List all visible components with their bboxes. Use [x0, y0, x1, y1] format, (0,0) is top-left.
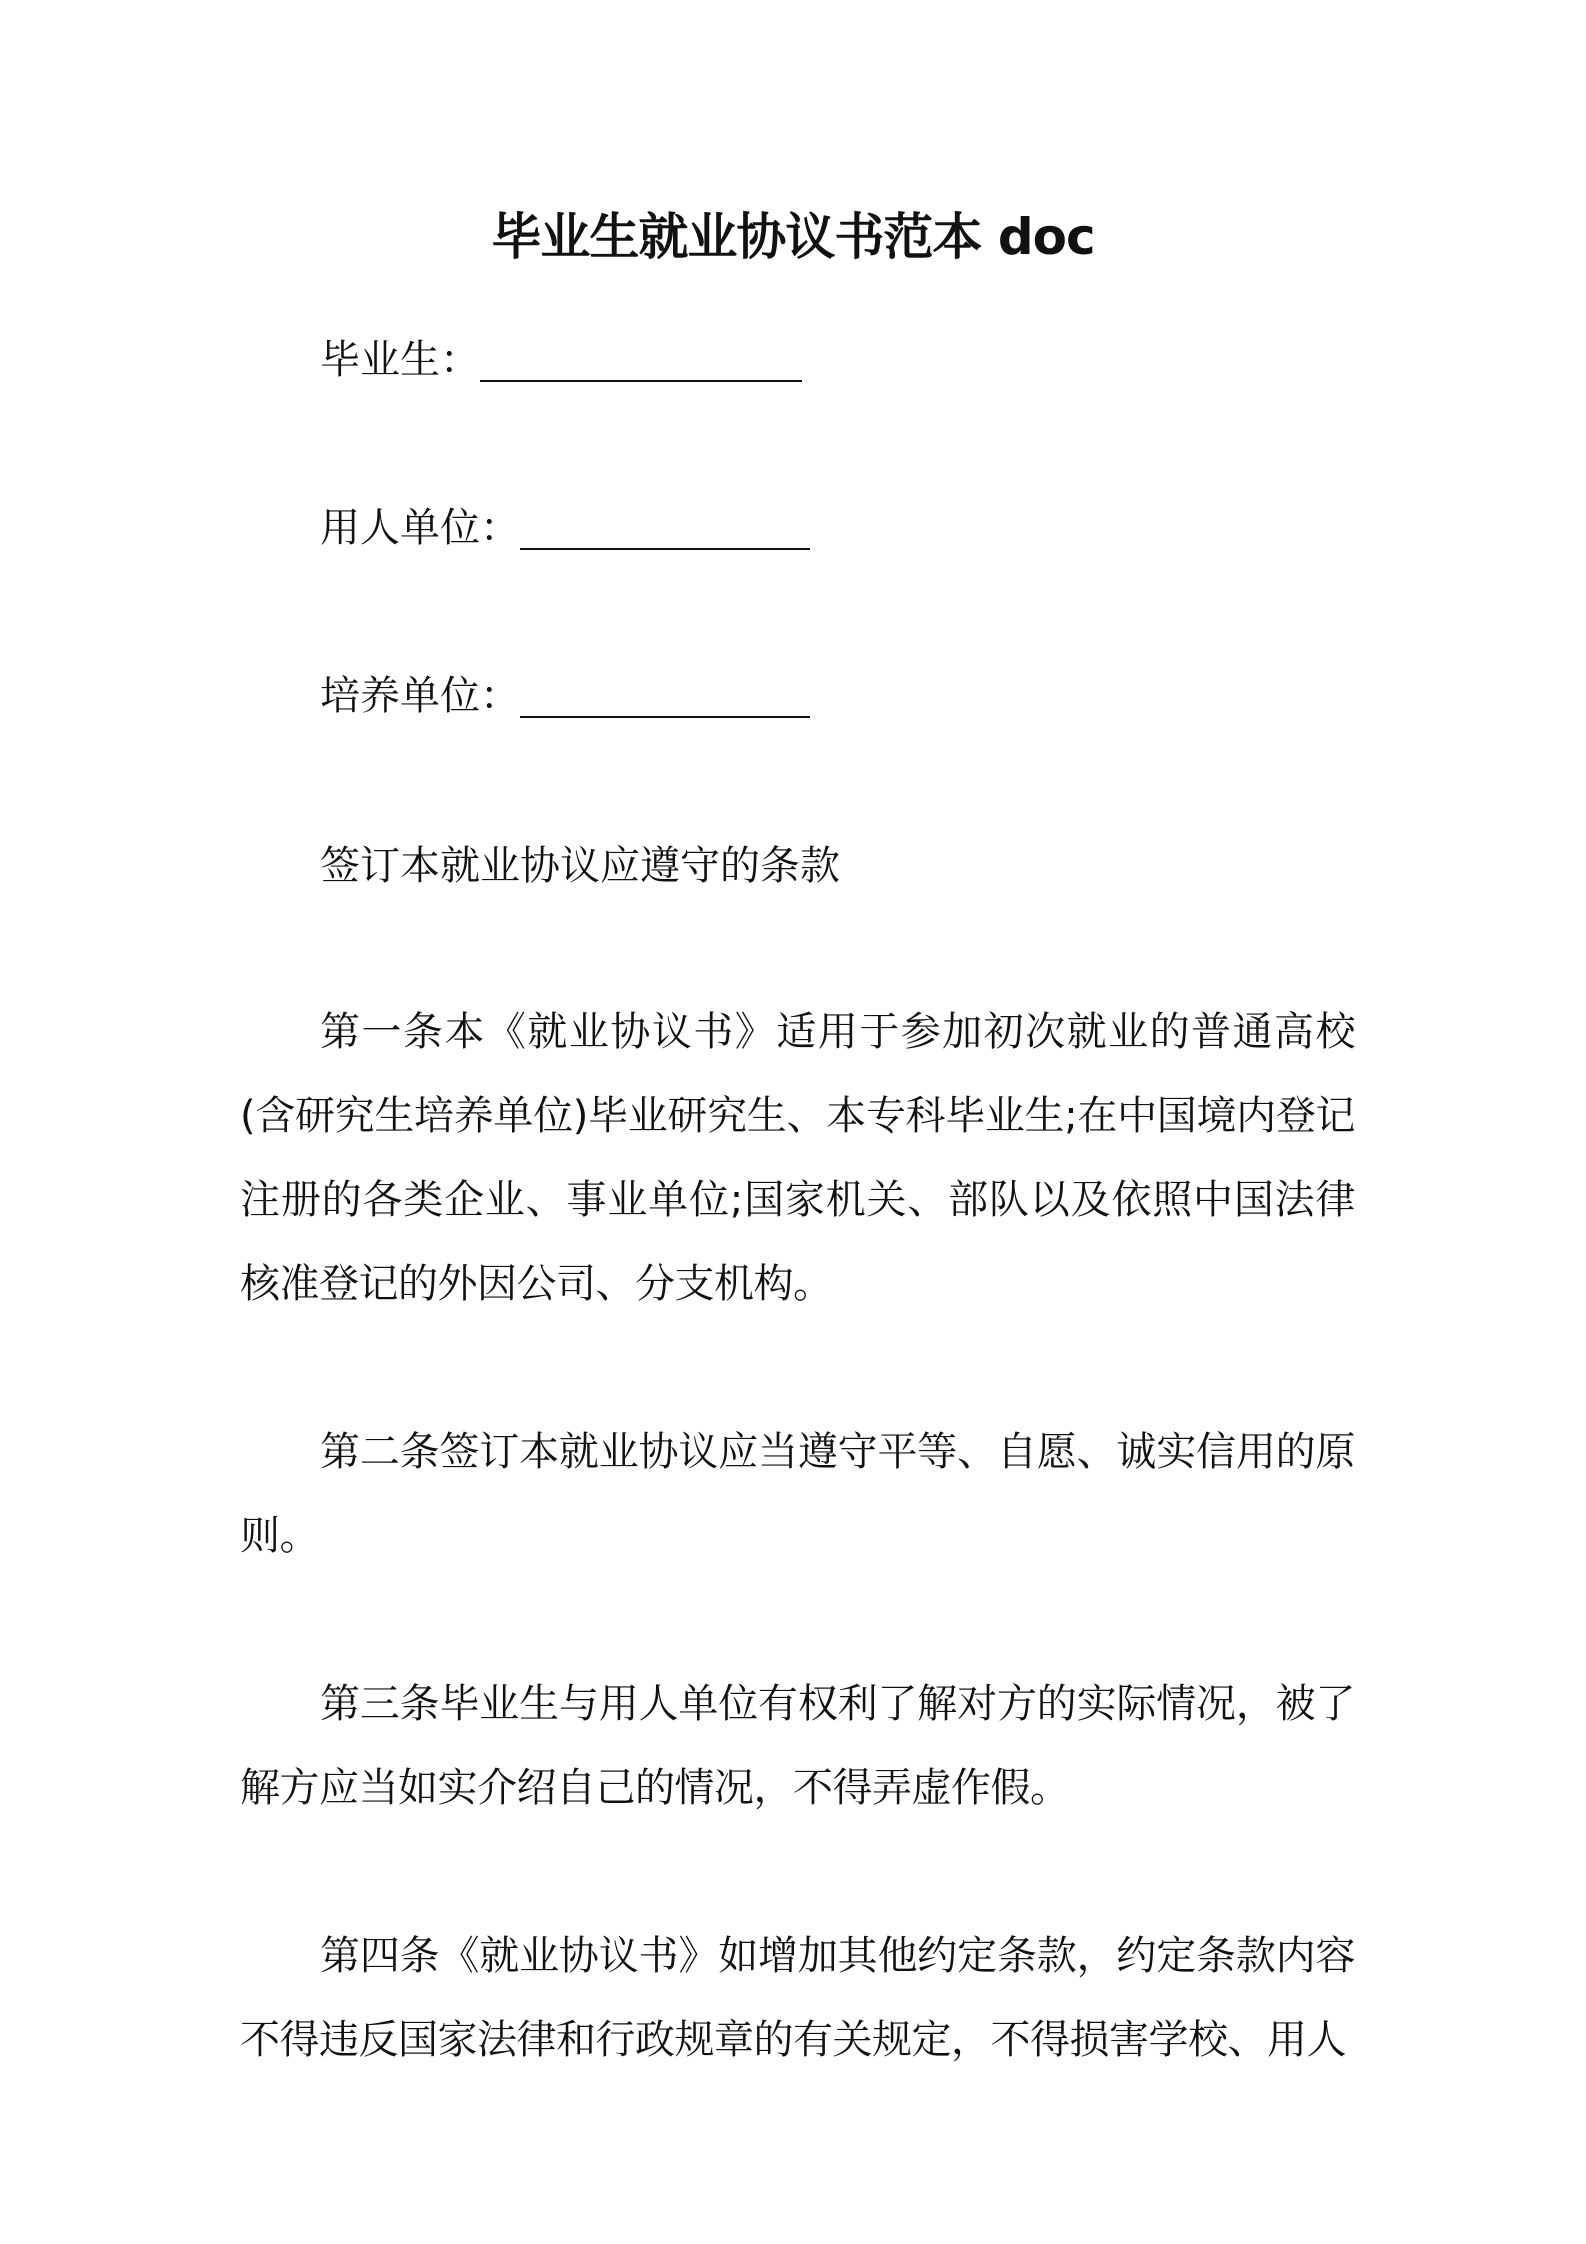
training-unit-blank[interactable]	[520, 676, 810, 718]
article-3: 第三条毕业生与用人单位有权利了解对方的实际情况，被了解方应当如实介绍自己的情况，不得弄虚作假。	[240, 1681, 1355, 1811]
graduate-blank[interactable]	[480, 340, 802, 382]
graduate-field	[320, 332, 802, 388]
employer-field	[320, 500, 810, 556]
graduate-label: 毕业生：	[320, 337, 480, 383]
document-title: 毕业生就业协议书范本 doc	[491, 208, 1095, 266]
training-unit-label: 培养单位：	[320, 673, 520, 719]
employer-label: 用人单位：	[320, 505, 520, 551]
article-4: 第四条《就业协议书》如增加其他约定条款，约定条款内容不得违反国家法律和行政规章的有关规定，不得损害学校、用人	[240, 1933, 1355, 2063]
training-unit-field	[320, 668, 810, 724]
article-1: 第一条本《就业协议书》适用于参加初次就业的普通高校(含研究生培养单位)毕业研究生、本专科毕业生;在中国境内登记注册的各类企业、事业单位;国家机关、部队以及依照中国法律核准登记的外因公司、分支机构。	[240, 1009, 1355, 1307]
article-2: 第二条签订本就业协议应当遵守平等、自愿、诚实信用的原则。	[240, 1429, 1355, 1559]
section-heading: 签订本就业协议应遵守的条款	[320, 843, 840, 889]
employer-blank[interactable]	[520, 508, 810, 550]
